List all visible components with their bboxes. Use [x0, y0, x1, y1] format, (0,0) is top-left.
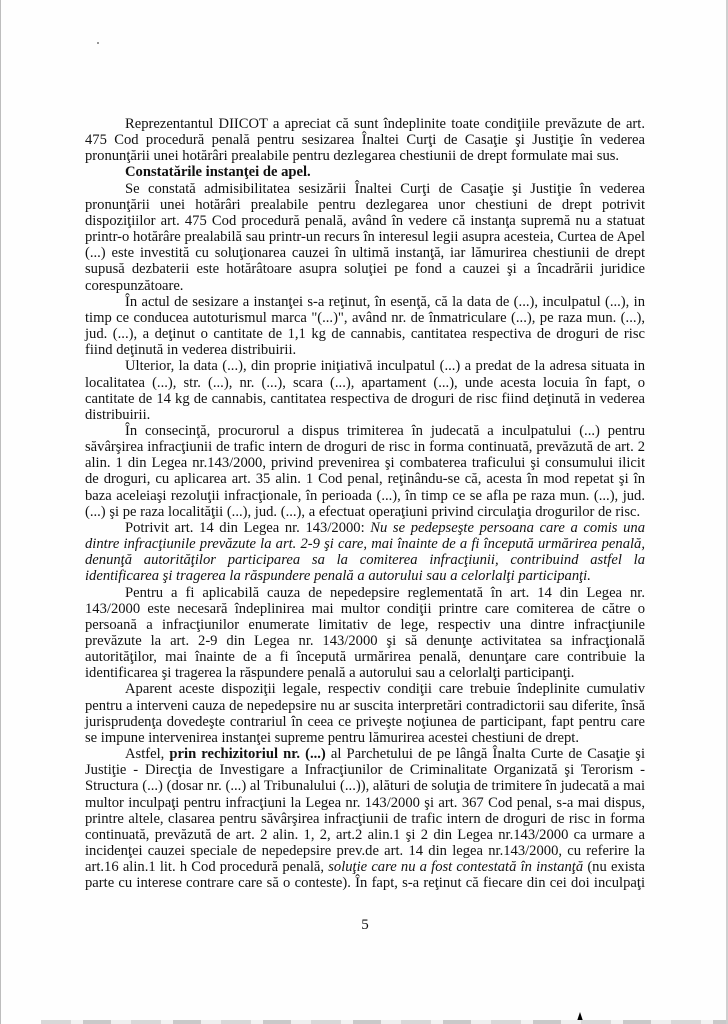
scan-bottom-edge [41, 1020, 726, 1024]
paragraph-text: Potrivit art. 14 din Legea nr. 143/2000: [125, 519, 371, 536]
paragraph-text: Ulterior, la data (...), din proprie iniţiativă inculpatul (...) a predat de la adresa situata in localitatea (...), str. (...), nr. (...), scara (...), apartament (...), unde acesta locuia în fapt, o cantitate de 14 kg de cannabis, cantitatea respectiva de droguri de risc fiind deţinută in vederea distribuirii. [85, 358, 645, 423]
scan-speck [97, 42, 99, 44]
paragraph-indictment [85, 423, 645, 520]
paragraph-text: Reprezentantul DIICOT a apreciat că sunt îndeplinite toate condiţiile prevăzute de art. 475 Cod procedură penală pentru sesizarea Înaltei Curţi de Casaţie şi Justiţie în vederea pronunţării unei hotărâri prealabile pentru dezlegarea chestiunii de drept formulate mai sus. [85, 116, 645, 165]
paragraph-jurisprudence [85, 681, 645, 746]
bold-reference: prin rechizitoriul nr. (...) [169, 746, 326, 763]
paragraph-rechizitoriu [85, 746, 645, 891]
paragraph-text: Astfel, [125, 746, 170, 763]
paragraph-text: În actul de sesizare a instanţei s-a reţinut, în esenţă, că la data de (...), inculpatul (...), in timp ce conducea autoturismul marca "(...)", având nr. de înmatriculare (...), pe raza mun. (...), jud. (...), a deţinut o cantitate de 1,1 kg de cannabis, cantitatea respectiva de droguri de risc fiind deţinută in vederea distribuirii. [85, 293, 645, 359]
paragraph-text: În consecinţă, procurorul a dispus trimiterea în judecată a inculpatului (...) pentru săvârşirea infracţiunii de trafic intern de droguri de risc in forma continuată, prevăzută de art. 2 alin. 1 din Legea nr.143/2000, privind prevenirea şi combaterea traficului şi consumului ilicit de droguri, cu aplicarea art. 35 alin. 1 Cod penal, reţinându-se că, acesta în mod repetat şi în baza aceleiaşi rezoluţii infracţionale, în perioada (...), în timp ce se afla pe raza mun. (...), jud. (...) şi pe raza localităţii (...), jud. (...), a efectuat operaţiuni privind circulaţia drogurilor de risc. [85, 422, 645, 520]
heading-text: Constatările instanţei de apel. [125, 164, 311, 181]
legal-quote: Nu se pedepseşte persoana care a comis una dintre infracţiunile prevăzute la art. 2-9 şi care, mai înainte de a fi începută urmărirea penală, denunţă autorităţilor participarea sa la comiterea infracţiunii, contribuind astfel la identificarea şi tragerea la răspundere penală a autorului sau a celorlalţi participanţi. [85, 519, 645, 585]
italic-emphasis: soluţie care nu a fost contestată în instanţă [328, 859, 584, 876]
page-number: 5 [361, 917, 369, 933]
paragraph-subsequent-facts [85, 358, 645, 423]
paragraph-text: Pentru a fi aplicabilă cauza de nepedepsire reglementată în art. 14 din Legea nr. 143/2000 este necesară îndeplinirea mai multor condiţii printre care comiterea de către o persoană a infracţiunilor enumerate limitativ de lege, respectiv una dintre infracţiunile prevăzute la art. 2-9 din Legea nr. 143/2000 şi să denunţe activitatea sa infracţională autorităţilor, mai înainte de a fi începută urmărirea penală, denunţare care contribuie la identificarea şi tragerea la răspundere penală a autorului sau a celorlalţi participanţi. [85, 584, 645, 682]
paragraph-admissibility [85, 181, 645, 294]
paragraph-diicot-opinion [85, 116, 645, 164]
paragraph-text: al Parchetului de pe lângă Înalta Curte de Casaţie şi Justiţie - Direcţia de Investigare a Infracţiunilor de Criminalitate Organizată şi Terorism - Structura (...) (dosar nr. (...) al Tribunalului (...)), alături de soluţia de trimitere în judecată a mai multor inculpaţi pentru infracţiuni la Legea nr. 143/2000 şi art. 367 Cod penal, s-a mai dispus, printre altele, clasarea pentru săvârşirea infracţiunii de trafic intern de droguri de risc in forma continuată, prevăzută de art. 2 alin. 1, 2, art.2 alin.1 şi 2 din Legea nr.143/2000 ca urmare a incidenţei cauzei speciale de nepedepsire prev.de art. 14 din legea nr.143/2000, cu referire la art.16 alin.1 lit. h Cod procedură penală, [85, 746, 645, 876]
paragraph-text: (nu exista parte cu interese contrare care să o conteste). În fapt, s-a reţinut că fiecare din cei doi inculpaţi [85, 859, 645, 892]
paragraph-text: Aparent aceste dispoziţii legale, respectiv condiţii care trebuie îndeplinite cumulativ pentru a interveni cauza de nepedepsire nu ar suscita interpretări contradictorii sau diferite, însă jurisprudenţa dovedeşte contrariul în ceea ce priveşte noţiunea de participant, fapt pentru care se impune intervenirea instanţei supreme pentru lămurirea acestei chestiuni de drept. [85, 681, 645, 746]
paragraph-art14-quote [85, 520, 645, 585]
paragraph-referral-facts [85, 294, 645, 359]
paragraph-conditions [85, 585, 645, 682]
document-body [85, 116, 645, 892]
section-heading [85, 164, 645, 180]
paragraph-text: Se constată admisibilitatea sesizării Înaltei Curţi de Casaţie şi Justiţie în vederea pronunţării unei hotărâri prealabile pentru dezlegarea unor chestiuni de drept potrivit dispoziţiilor art. 475 Cod procedură penală, având în vedere că instanţa supremă nu a statuat printr-o hotărâre prealabilă sau printr-un recurs în interesul legii asupra acesteia, Curtea de Apel (...) este investită cu soluţionarea cauzei în ultimă instanţă, iar lămurirea chestiunii de drept supusă dezbaterii este hotărâtoare asupra soluţiei pe fond a cauzei şi a încadrării juridice corespunzătoare. [85, 180, 645, 294]
